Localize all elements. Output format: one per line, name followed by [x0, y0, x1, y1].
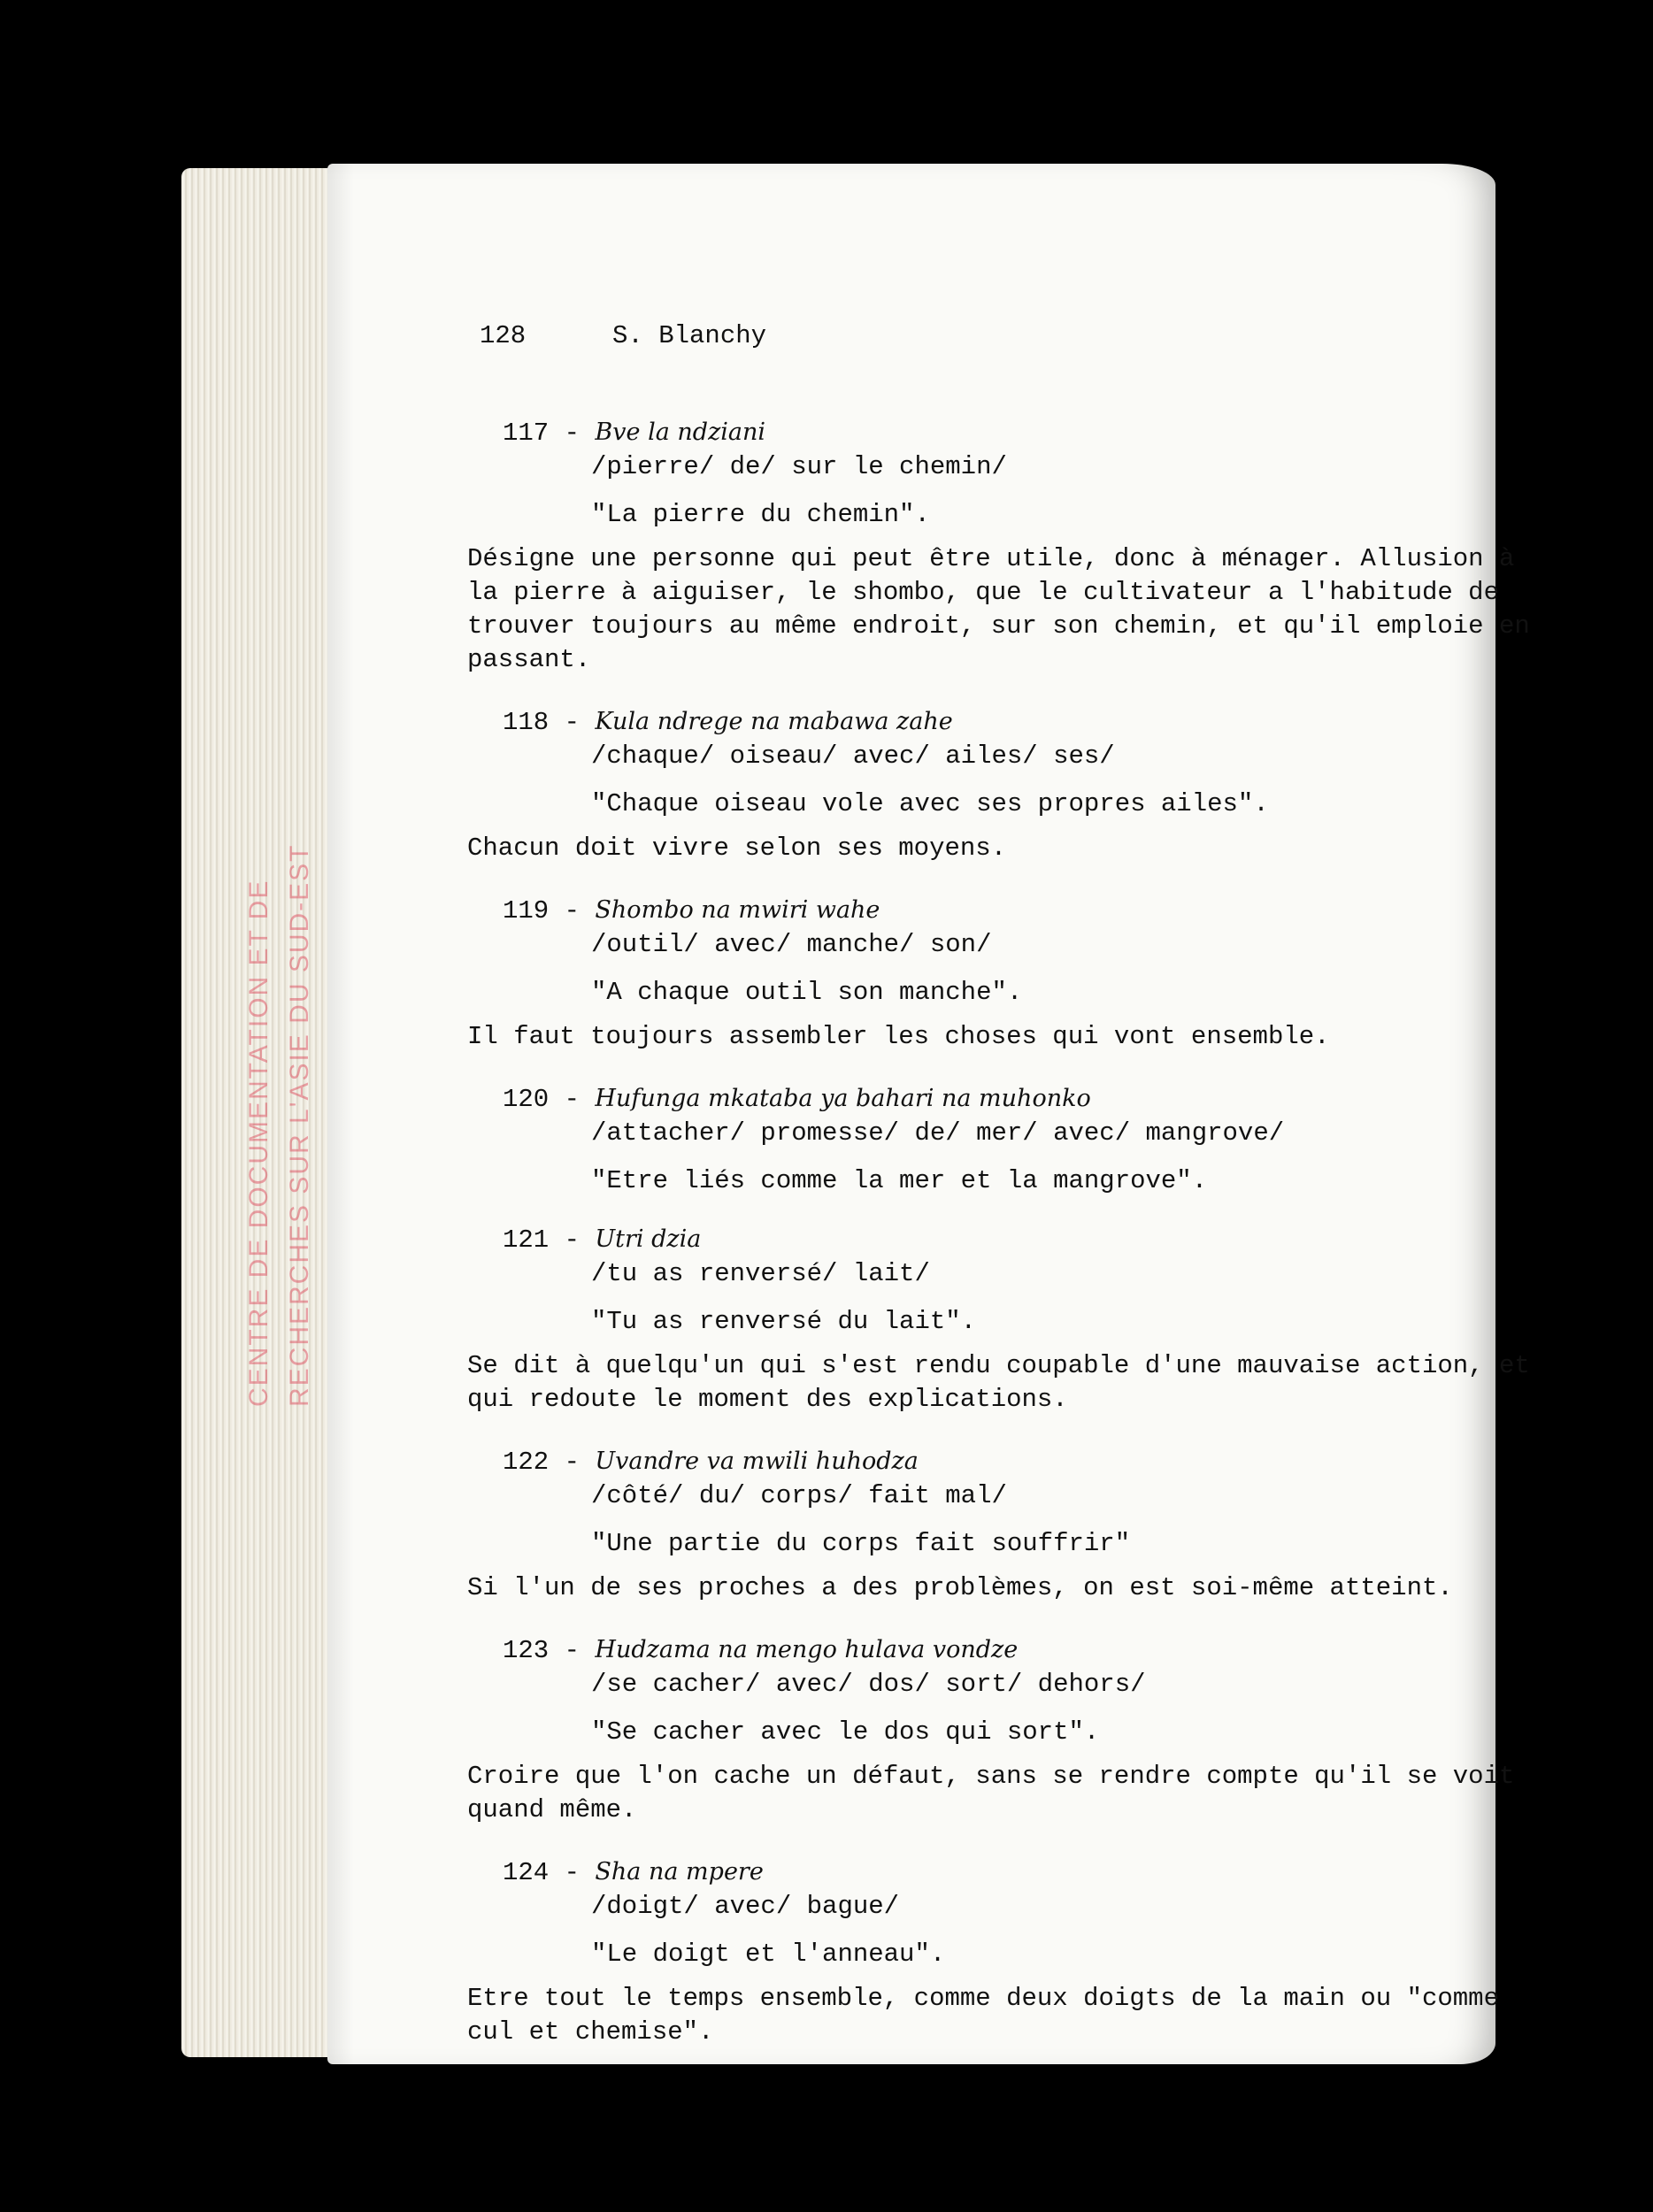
proverb-entry	[467, 416, 1530, 677]
proverb-heading	[467, 1082, 1458, 1117]
proverb-number: 119 -	[503, 896, 580, 926]
page-text	[467, 321, 1530, 2078]
explanation-line: cul et chemise".	[467, 2017, 714, 2047]
page-gutter-shadow	[327, 164, 354, 2064]
explanation-line: Il faut toujours assembler les choses qui vont ensemble.	[467, 1022, 1330, 1051]
author-name: S. Blanchy	[612, 321, 767, 350]
proverb-heading	[467, 705, 1458, 740]
proverb-heading	[467, 1633, 1458, 1668]
running-header	[480, 321, 1458, 350]
proverb-number: 123 -	[503, 1636, 580, 1665]
stamp-line-2: RECHERCHES SUR L'ASIE DU SUD-EST	[285, 843, 314, 1407]
page-number: 128	[480, 321, 527, 350]
proverb-number: 122 -	[503, 1448, 580, 1477]
proverb-list	[467, 416, 1530, 2049]
proverb-number: 121 -	[503, 1225, 580, 1255]
stamp-line-1: CENTRE DE DOCUMENTATION ET DE	[244, 879, 273, 1407]
explanation-line: Croire que l'on cache un défaut, sans se rendre compte qu'il se voit	[467, 1762, 1515, 1791]
proverb-explanation	[467, 1020, 1458, 1054]
proverb-text: Hudzama na mengo hulava vondze	[595, 1636, 1019, 1663]
proverb-text: Bve la ndziani	[595, 419, 766, 446]
proverb-text: Utri dzia	[595, 1225, 702, 1253]
explanation-line: Etre tout le temps ensemble, comme deux doigts de la main ou "comme	[467, 1984, 1499, 2013]
proverb-explanation	[467, 1982, 1499, 2049]
proverb-entry	[467, 705, 1458, 865]
proverb-heading	[467, 1445, 1458, 1479]
explanation-line: passant.	[467, 645, 591, 674]
explanation-line: quand même.	[467, 1795, 637, 1824]
proverb-entry	[467, 1855, 1499, 2049]
proverb-gloss: /se cacher/ avec/ dos/ sort/ dehors/	[591, 1670, 1146, 1699]
proverb-text: Uvandre va mwili huhodza	[595, 1448, 919, 1475]
proverb-heading	[467, 894, 1458, 928]
proverb-explanation	[467, 832, 1458, 865]
explanation-line: Chacun doit vivre selon ses moyens.	[467, 833, 1007, 863]
proverb-gloss: /doigt/ avec/ bague/	[591, 1892, 900, 1921]
explanation-line: Se dit à quelqu'un qui s'est rendu coupable d'une mauvaise action, et	[467, 1351, 1530, 1380]
proverb-explanation	[467, 1571, 1458, 1605]
explanation-line: trouver toujours au même endroit, sur son chemin, et qu'il emploie en	[467, 611, 1530, 641]
proverb-gloss: /attacher/ promesse/ de/ mer/ avec/ mangrove/	[591, 1118, 1285, 1148]
explanation-line: Si l'un de ses proches a des problèmes, on est soi-même atteint.	[467, 1573, 1453, 1602]
proverb-translation: "Etre liés comme la mer et la mangrove".	[591, 1166, 1208, 1195]
proverb-gloss: /chaque/ oiseau/ avec/ ailes/ ses/	[591, 741, 1115, 771]
book-page	[327, 164, 1530, 2064]
proverb-explanation	[467, 1760, 1515, 1827]
proverb-text: Hufunga mkataba ya bahari na muhonko	[595, 1085, 1091, 1112]
proverb-gloss: /pierre/ de/ sur le chemin/	[591, 452, 1007, 481]
proverb-entry	[467, 1223, 1530, 1417]
proverb-translation: "Une partie du corps fait souffrir"	[591, 1529, 1131, 1558]
proverb-text: Shombo na mwiri wahe	[595, 896, 880, 924]
proverb-entry	[467, 1082, 1458, 1198]
proverb-translation: "A chaque outil son manche".	[591, 978, 1023, 1007]
proverb-entry	[467, 1445, 1458, 1605]
explanation-line: la pierre à aiguiser, le shombo, que le cultivateur a l'habitude de	[467, 578, 1499, 607]
proverb-number: 118 -	[503, 708, 580, 737]
proverb-text: Sha na mpere	[595, 1858, 764, 1886]
proverb-number: 120 -	[503, 1085, 580, 1114]
proverb-text: Kula ndrege na mabawa zahe	[595, 708, 953, 735]
proverb-number: 124 -	[503, 1858, 580, 1887]
proverb-translation: "La pierre du chemin".	[591, 500, 930, 529]
proverb-heading	[467, 1223, 1458, 1257]
proverb-translation: "Tu as renversé du lait".	[591, 1307, 977, 1336]
proverb-translation: "Se cacher avec le dos qui sort".	[591, 1717, 1100, 1747]
explanation-line: qui redoute le moment des explications.	[467, 1385, 1068, 1414]
proverb-gloss: /tu as renversé/ lait/	[591, 1259, 930, 1288]
proverb-gloss: /côté/ du/ corps/ fait mal/	[591, 1481, 1007, 1510]
proverb-heading	[467, 416, 1458, 450]
proverb-explanation	[467, 1349, 1530, 1417]
proverb-translation: "Le doigt et l'anneau".	[591, 1939, 946, 1969]
proverb-explanation	[467, 542, 1530, 677]
library-stamp	[239, 844, 320, 1408]
proverb-entry	[467, 1633, 1515, 1827]
proverb-gloss: /outil/ avec/ manche/ son/	[591, 930, 992, 959]
proverb-translation: "Chaque oiseau vole avec ses propres ailes".	[591, 789, 1269, 818]
proverb-heading	[467, 1855, 1458, 1890]
proverb-number: 117 -	[503, 419, 580, 448]
proverb-entry	[467, 894, 1458, 1054]
explanation-line: Désigne une personne qui peut être utile, donc à ménager. Allusion à	[467, 544, 1515, 573]
